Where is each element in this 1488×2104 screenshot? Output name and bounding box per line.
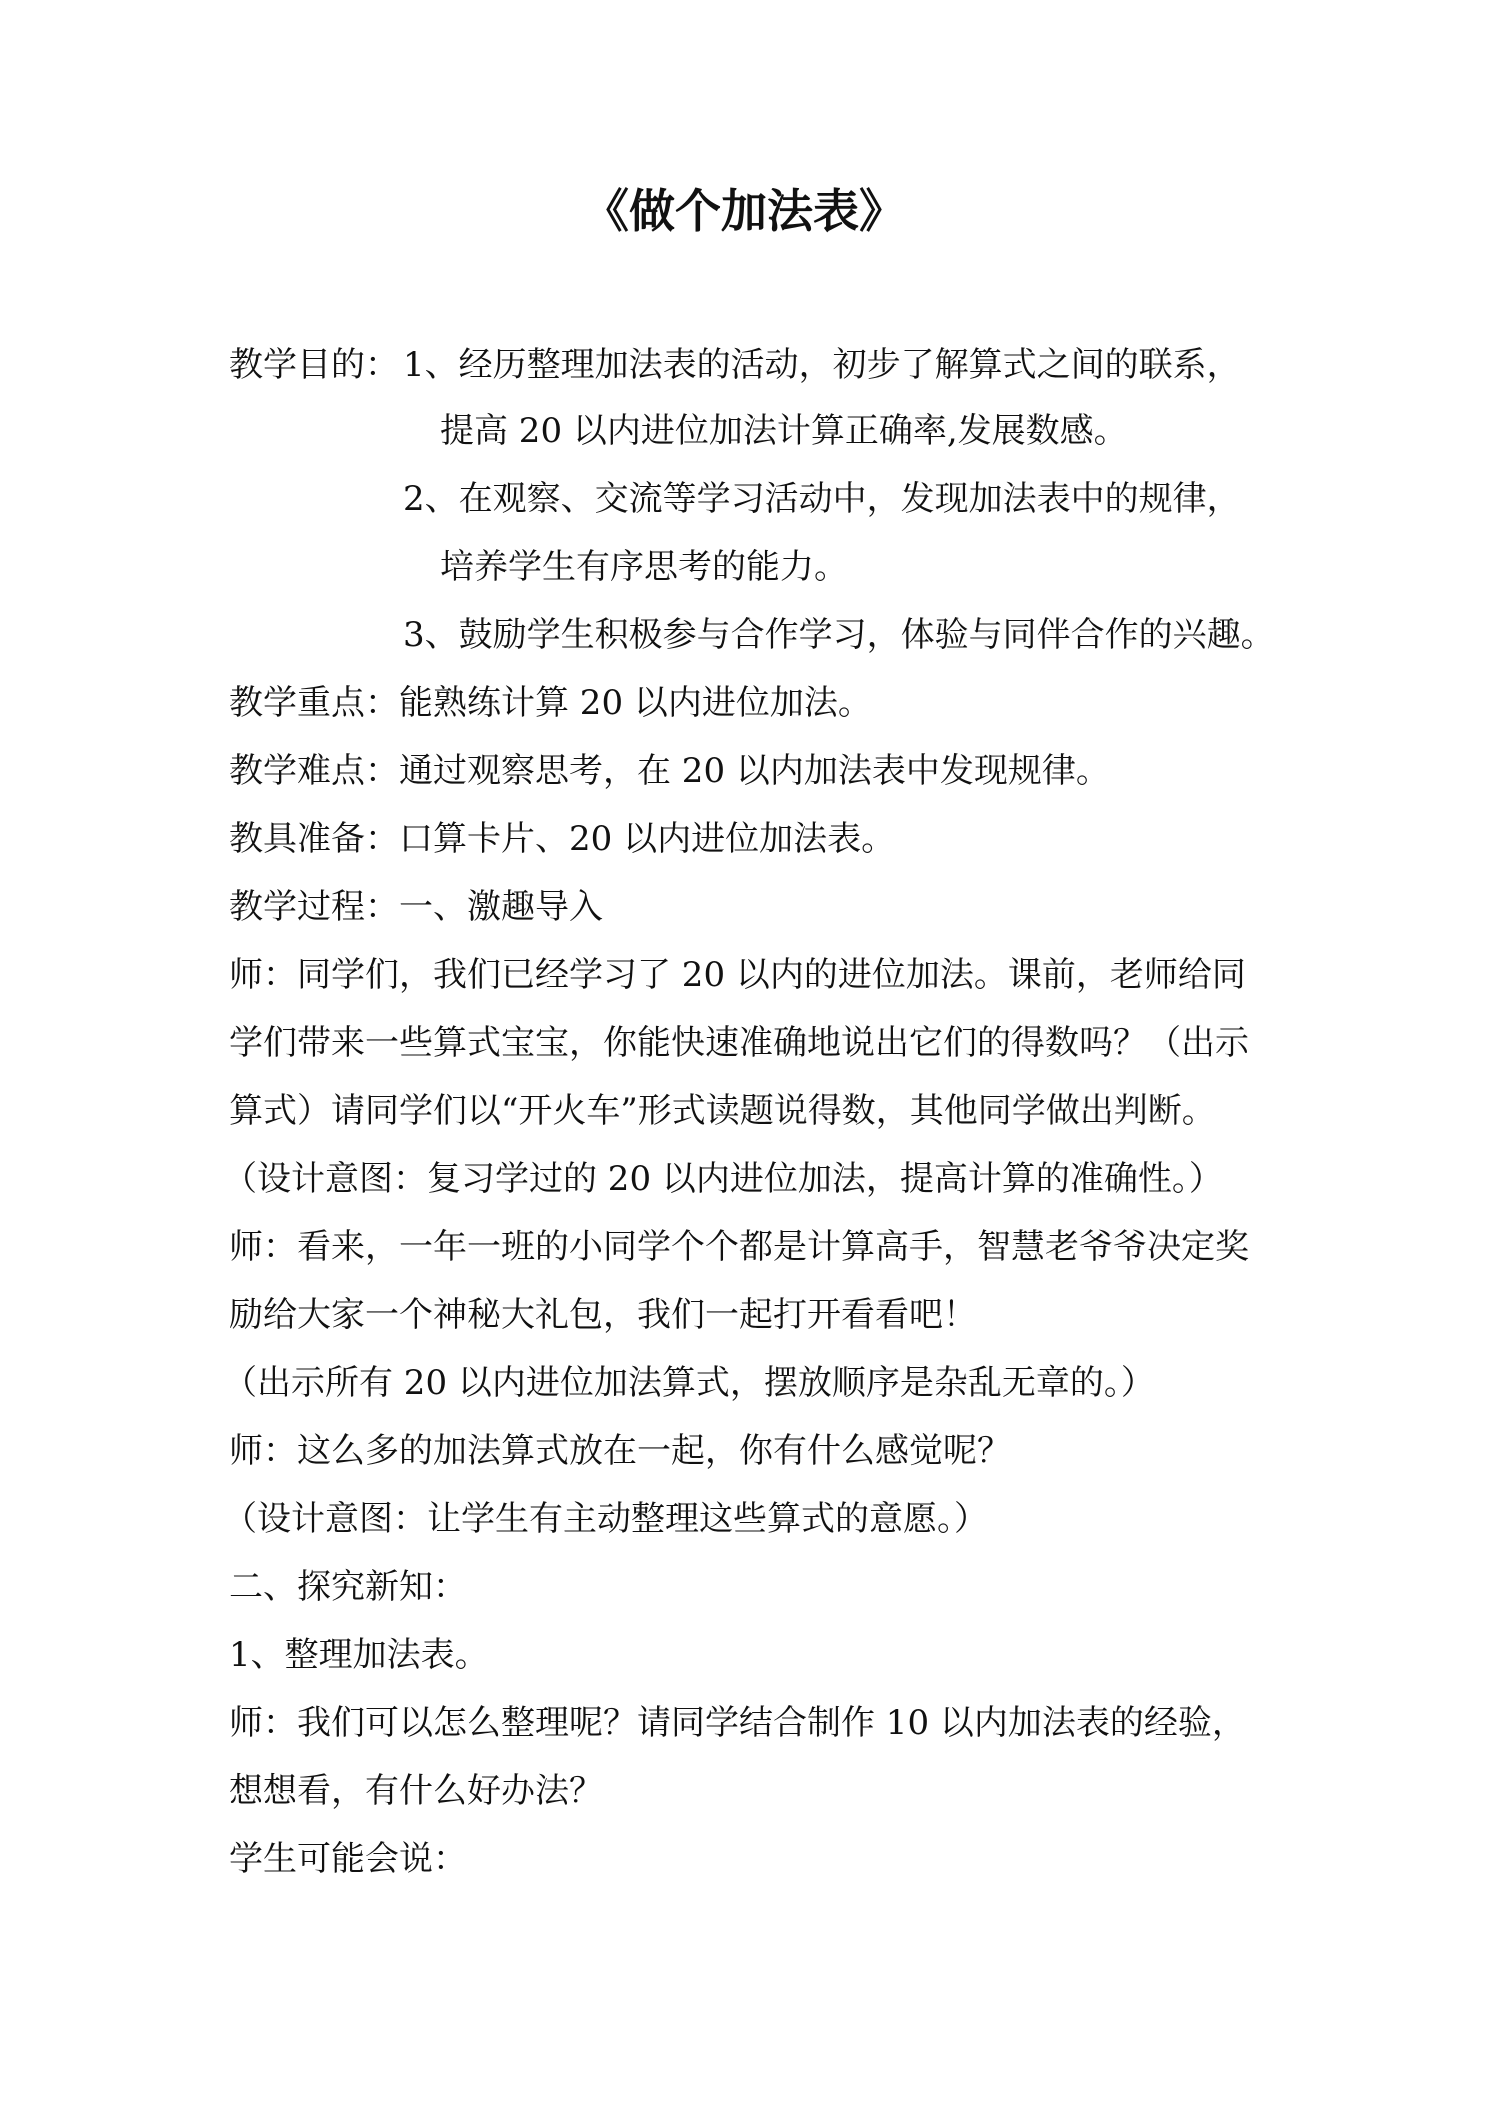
objectives-heading: 教学目的： — [229, 345, 399, 385]
paragraph-1-line-2: 学们带来一些算式宝宝，你能快速准确地说出它们的得数吗？（出示 — [229, 1023, 1249, 1063]
process-heading: 教学过程：一、激趣导入 — [229, 887, 603, 927]
paragraph-5: 学生可能会说： — [229, 1839, 467, 1879]
difficulty: 教学难点：通过观察思考，在 20 以内加法表中发现规律。 — [229, 751, 1110, 791]
paragraph-4-line-1: 师：我们可以怎么整理呢？请同学结合制作 10 以内加法表的经验， — [229, 1703, 1246, 1743]
paragraph-4-line-2: 想想看，有什么好办法？ — [229, 1771, 603, 1811]
paragraph-1-line-1: 师：同学们，我们已经学习了 20 以内的进位加法。课前，老师给同 — [229, 955, 1246, 995]
paragraph-2-line-1: 师：看来，一年一班的小同学个个都是计算高手，智慧老爷爷决定奖 — [229, 1227, 1249, 1267]
objective-1-line-1: 1、经历整理加法表的活动，初步了解算式之间的联系， — [403, 345, 1241, 385]
objective-1-line-2: 提高 20 以内进位加法计算正确率,发展数感。 — [440, 411, 1128, 451]
objective-3: 3、鼓励学生积极参与合作学习，体验与同伴合作的兴趣。 — [403, 615, 1275, 655]
paragraph-1-line-3: 算式）请同学们以“开火车”形式读题说得数，其他同学做出判断。 — [229, 1091, 1216, 1131]
materials: 教具准备：口算卡片、20 以内进位加法表。 — [229, 819, 896, 859]
design-note-1: （设计意图：复习学过的 20 以内进位加法，提高计算的准确性。） — [223, 1159, 1223, 1199]
display-note: （出示所有 20 以内进位加法算式，摆放顺序是杂乱无章的。） — [223, 1363, 1155, 1403]
key-point: 教学重点：能熟练计算 20 以内进位加法。 — [229, 683, 872, 723]
design-note-2: （设计意图：让学生有主动整理这些算式的意愿。） — [223, 1499, 988, 1539]
section-2-heading: 二、探究新知： — [229, 1567, 467, 1607]
objective-2-line-1: 2、在观察、交流等学习活动中，发现加法表中的规律， — [403, 479, 1241, 519]
document-title: 《做个加法表》 — [583, 184, 905, 238]
objective-2-line-2: 培养学生有序思考的能力。 — [440, 547, 848, 587]
paragraph-3: 师：这么多的加法算式放在一起，你有什么感觉呢？ — [229, 1431, 1011, 1471]
subsection-1-heading: 1、整理加法表。 — [229, 1635, 489, 1675]
paragraph-2-line-2: 励给大家一个神秘大礼包，我们一起打开看看吧！ — [229, 1295, 977, 1335]
